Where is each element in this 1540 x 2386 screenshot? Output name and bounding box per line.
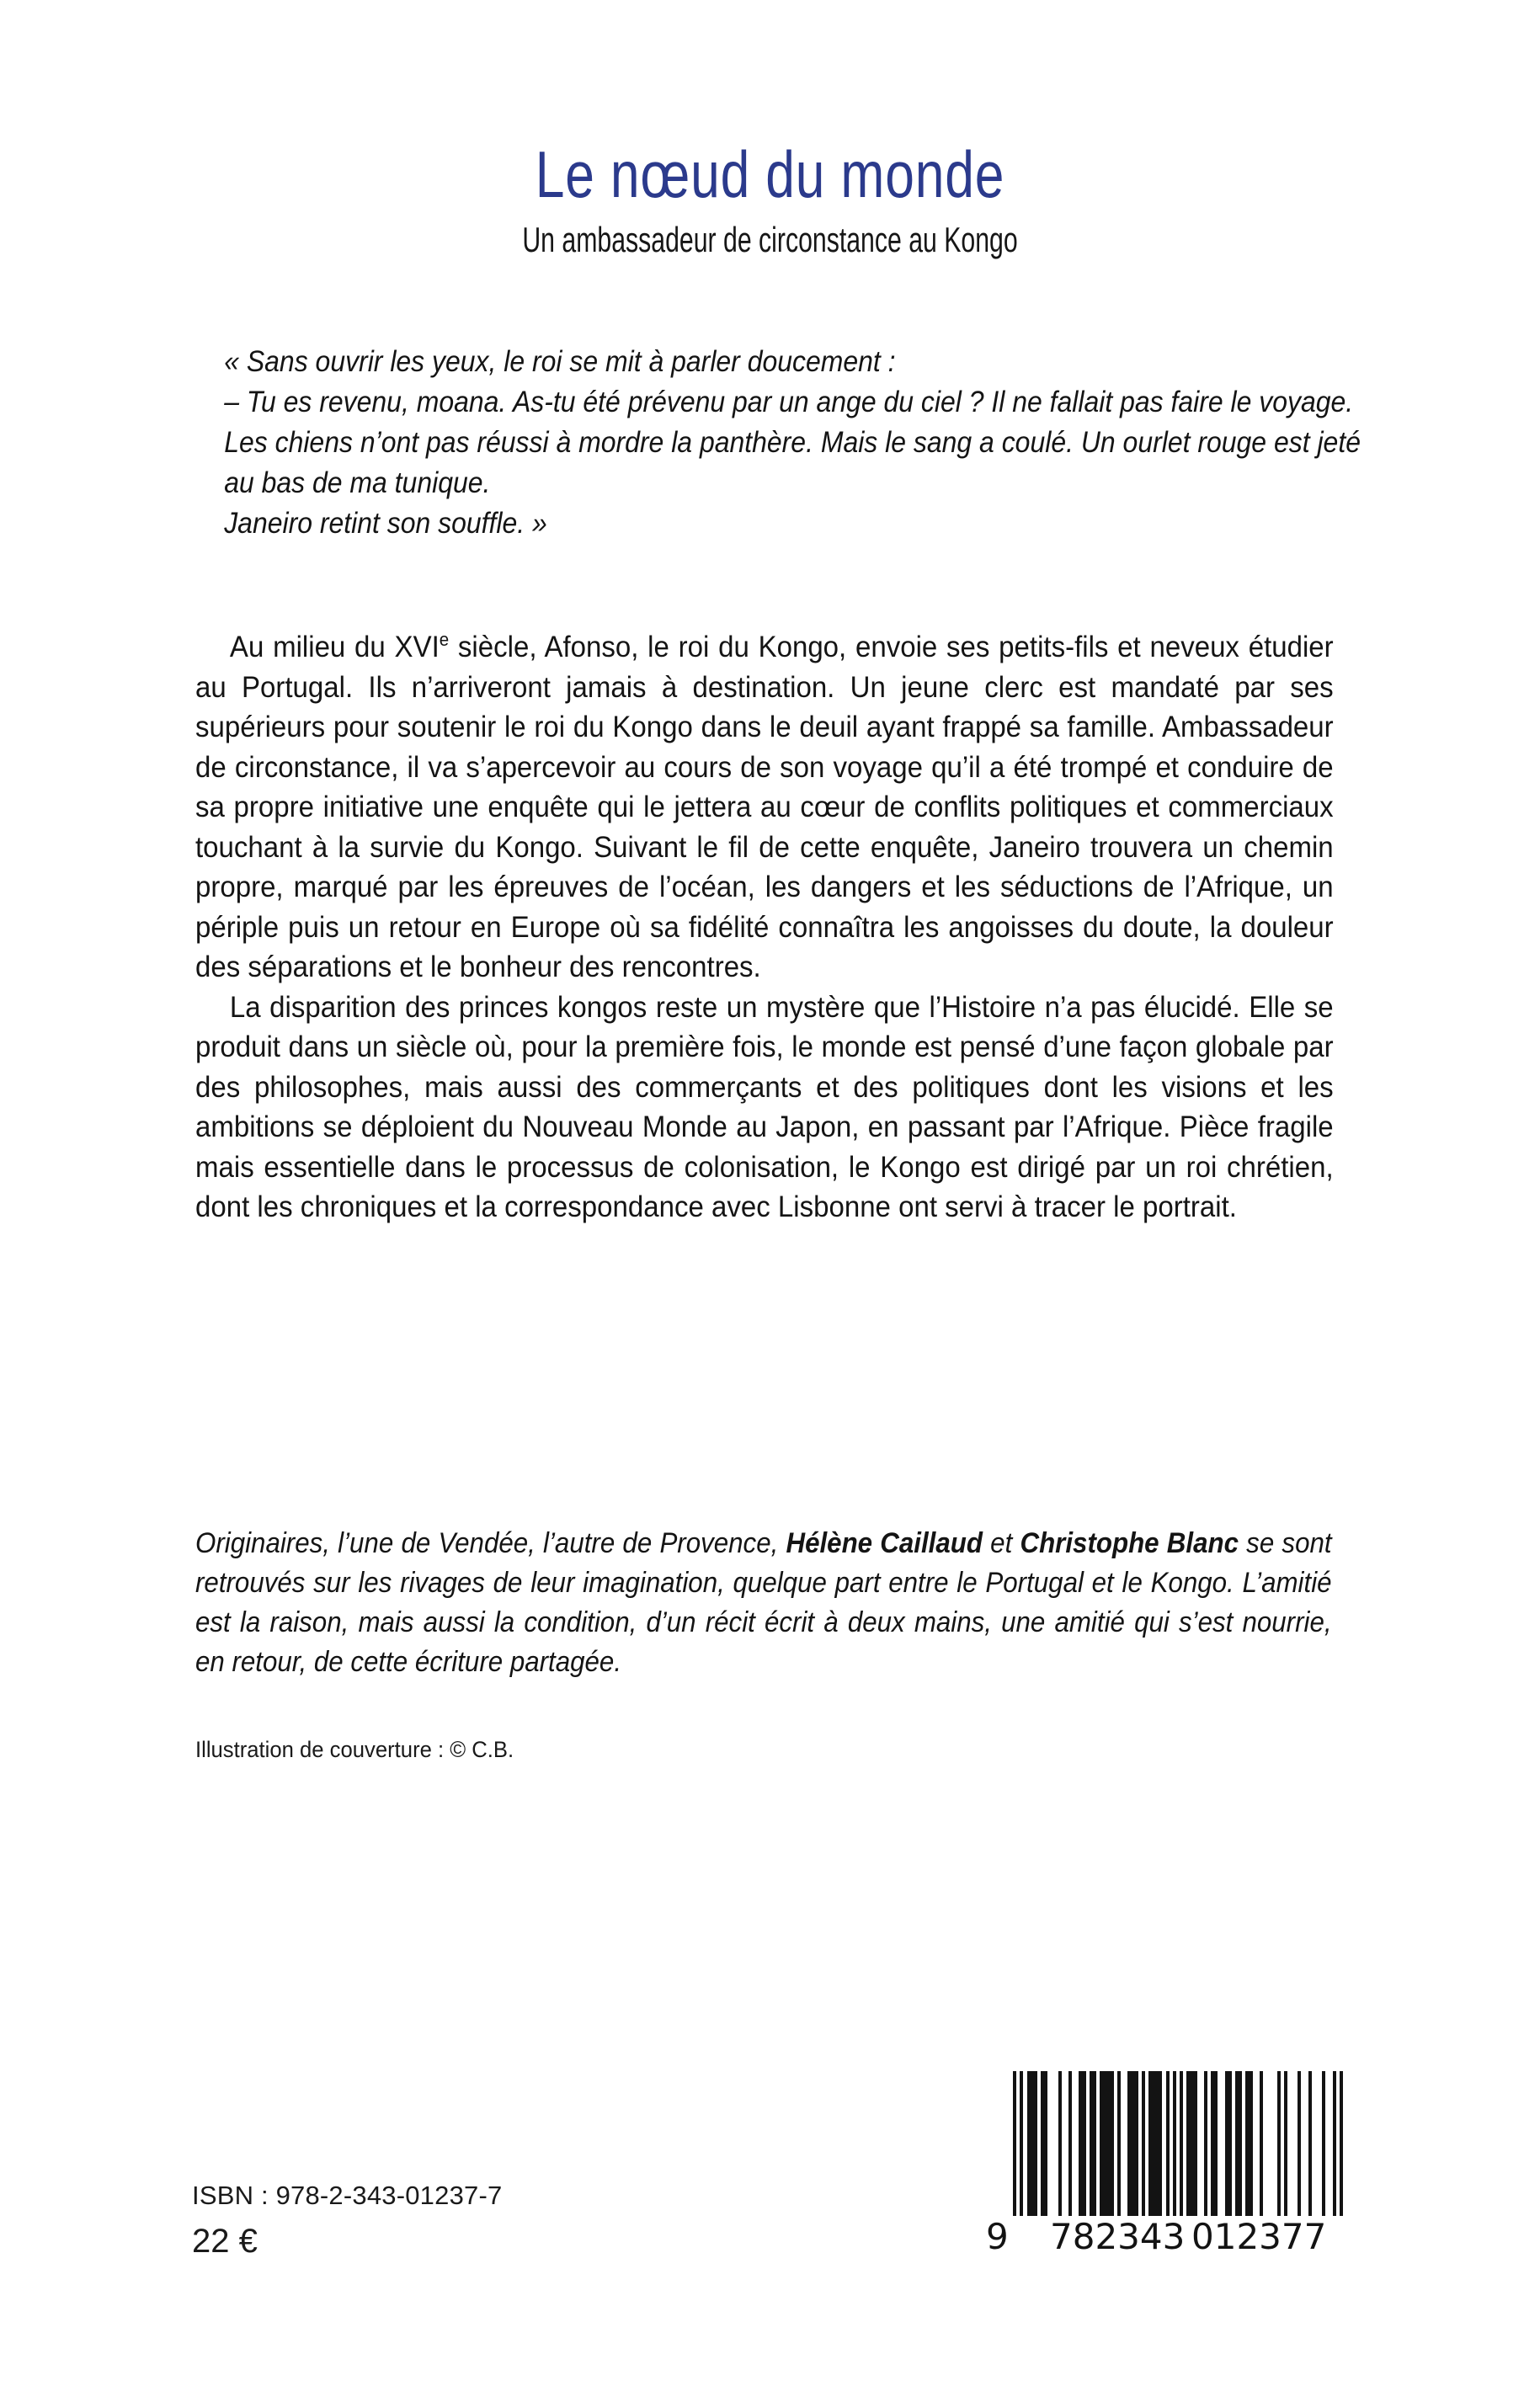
price-text: 22 € (192, 2223, 258, 2260)
isbn-text: ISBN : 978-2-343-01237-7 (192, 2181, 503, 2210)
author-bio (195, 1524, 1334, 1682)
barcode-bar (1235, 2071, 1242, 2216)
bio-segment-1: Originaires, l’une de Vendée, l’autre de Provence, (195, 1527, 786, 1559)
synopsis-paragraph-1 (195, 627, 1334, 988)
barcode-bar (1225, 2071, 1232, 2216)
synopsis-p1-pre: Au milieu du XVI (229, 630, 440, 663)
author-name-2: Christophe Blanc (1020, 1527, 1239, 1559)
page-subtitle: Un ambassadeur de circonstance au Kongo (522, 219, 1018, 259)
author-bio-paragraph (195, 1524, 1332, 1682)
barcode-digits (986, 2216, 1343, 2257)
cover-illustration-credit (195, 1734, 1334, 1765)
barcode-bar (1041, 2071, 1047, 2216)
synopsis (195, 627, 1334, 1228)
page-title: Le nœud du monde (535, 137, 1005, 211)
barcode-bar (1186, 2071, 1196, 2216)
synopsis-p1-post: siècle, Afonso, le roi du Kongo, envoie ses petits-fils et neveux étudier au Portugal. Ils n’arriveront jamais à destination. Un jeune clerc est mandaté par ses supérieurs pour soutenir le roi du Kongo dans le deuil ayant frappé sa famille. Ambassadeur de circonstance, il va s’apercevoir au cours de son voyage qu’il a été trompé et conduire de sa propre initiative une enquête qui le jettera au cœur de conflits politiques et commerciaux touchant à la survie du Kongo. Suivant le fil de cette enquête, Janeiro trouvera un chemin propre, marqué par les épreuves de l’océan, les dangers et les séductions de l’Afrique, un périple puis un retour en Europe où sa fidélité connaîtra les angoisses du doute, la douleur des séparations et le bonheur des rencontres. (195, 630, 1334, 983)
barcode-bar (1027, 2071, 1037, 2216)
bio-segment-3: se sont retrouvés sur les rivages de leur imagination, quelque part entre le Portugal et le Kongo. L’amitié est la raison, mais aussi la condition, d’un récit écrit à deux mains, une amitié qui s’est nourrie, en retour, de cette écriture partagée. (195, 1527, 1332, 1678)
barcode-right-group: 012377 (1191, 2216, 1327, 2257)
barcode-bar (1260, 2071, 1263, 2216)
barcode-lead-digit: 9 (986, 2216, 1009, 2257)
barcode-bar (1148, 2071, 1163, 2216)
barcode-bar (1079, 2071, 1085, 2216)
ean13-barcode (986, 2071, 1343, 2257)
barcode-bar (1245, 2071, 1252, 2216)
barcode-bar (1322, 2071, 1325, 2216)
barcode-bar (1166, 2071, 1170, 2216)
barcode-bar (1058, 2071, 1062, 2216)
barcode-bars (1013, 2071, 1343, 2216)
barcode-bar (1333, 2071, 1336, 2216)
credit-text: Illustration de couverture : © C.B. (195, 1737, 514, 1762)
barcode-bar (1020, 2071, 1023, 2216)
barcode-bar (1142, 2071, 1145, 2216)
barcode-bar (1180, 2071, 1183, 2216)
barcode-bar (1090, 2071, 1096, 2216)
barcode-left-group: 782343 (1050, 2216, 1186, 2257)
barcode-bar (1100, 2071, 1114, 2216)
barcode-bar (1308, 2071, 1312, 2216)
bio-segment-2: et (982, 1527, 1020, 1559)
author-name-1: Hélène Caillaud (786, 1527, 983, 1559)
barcode-bar (1298, 2071, 1301, 2216)
barcode-bar (1284, 2071, 1287, 2216)
barcode-bar (1173, 2071, 1176, 2216)
barcode-bar (1277, 2071, 1281, 2216)
barcode-bar (1204, 2071, 1207, 2216)
ordinal-suffix: e (439, 629, 450, 651)
barcode-bar (1117, 2071, 1121, 2216)
title-block (0, 137, 1540, 259)
barcode-bar (1127, 2071, 1138, 2216)
isbn-price-block (192, 2179, 502, 2264)
barcode-bar (1211, 2071, 1218, 2216)
barcode-bar (1068, 2071, 1072, 2216)
synopsis-paragraph-2: La disparition des princes kongos reste un mystère que l’Histoire n’a pas élucidé. Elle se produit dans un siècle où, pour la première fois, le monde est pensé d’une façon globale par des philosophes, mais aussi des commerçants et des politiques dont les visions et les ambitions se déploient du Nouveau Monde au Japon, en passant par l’Afrique. Pièce fragile mais essentielle dans le processus de colonisation, le Kongo est dirigé par un roi chrétien, dont les chroniques et la correspondance avec Lisbonne ont servi à tracer le portrait. (195, 989, 1334, 1223)
quote-line-1: « Sans ouvrir les yeux, le roi se mit à parler doucement : (224, 344, 896, 378)
excerpt-quote (195, 341, 1361, 543)
quote-line-2: – Tu es revenu, moana. As-tu été prévenu par un ange du ciel ? Il ne fallait pas faire le voyage. Les chiens n’ont pas réussi à mordre la panthère. Mais le sang a coulé. Un ourlet rouge est jeté au bas de ma tunique. (224, 385, 1361, 499)
barcode-bar (1013, 2071, 1016, 2216)
barcode-bar (1340, 2071, 1343, 2216)
quote-line-3: Janeiro retint son souffle. » (224, 506, 547, 540)
